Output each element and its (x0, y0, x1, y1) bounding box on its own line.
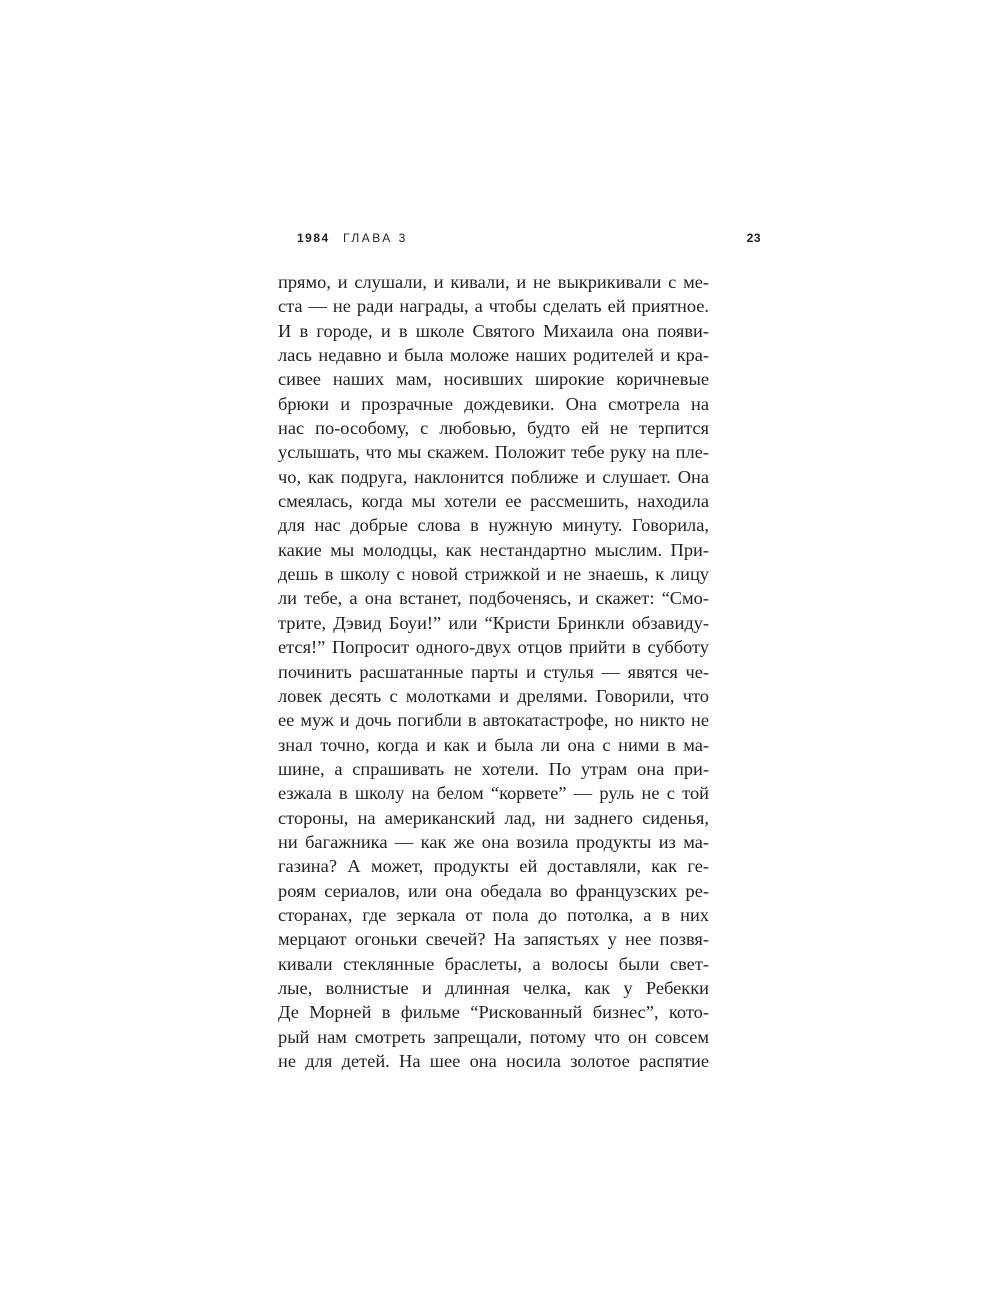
text-line: ли тебе, а она встанет, подбоченясь, и скажет: “Смо- (278, 588, 709, 609)
text-line: ее муж и дочь погибли в автокатастрофе, но никто не (278, 710, 709, 731)
text-line: прямо, и слушали, и кивали, и не выкрикивали с ме- (278, 272, 709, 292)
text-line: сивее наших мам, носивших широкие коричневые (278, 369, 709, 390)
text-line: шине, а спрашивать не хотели. По утрам она при- (278, 758, 709, 779)
text-line: чо, как подруга, наклонится поближе и слушает. Она (278, 466, 709, 487)
text-line: Де Морней в фильме “Рискованный бизнес”, кото- (278, 1002, 709, 1023)
text-line: нас по-особому, с любовью, будто ей не терпится (278, 418, 709, 439)
text-line: стороны, на американский лад, ни заднего сиденья, (278, 807, 709, 828)
page-number: 23 (746, 231, 761, 245)
chapter-label: ГЛАВА 3 (343, 231, 408, 245)
text-line: для нас добрые слова в нужную минуту. Говорила, (278, 515, 709, 536)
text-line: какие мы молодцы, как нестандартно мыслим. При- (278, 539, 709, 560)
text-line: езжала в школу на белом “корвете” — руль не с той (278, 783, 709, 804)
text-line: мерцают огоньки свечей? На запястьях у нее позвя- (278, 929, 709, 950)
body-text (278, 270, 709, 1073)
text-line: лые, волнистые и длинная челка, как у Ребекки (278, 977, 709, 998)
text-line: кивали стеклянные браслеты, а волосы были свет- (278, 953, 709, 974)
text-line: смеялась, когда мы хотели ее рассмешить, находила (278, 491, 709, 512)
text-line: ста — не ради награды, а чтобы сделать ей приятное. (278, 296, 709, 317)
text-line: знал точно, когда и как и была ли она с ними в ма- (278, 734, 709, 755)
text-line: брюки и прозрачные дождевики. Она смотрела на (278, 393, 709, 414)
running-head (297, 231, 761, 247)
text-line: газина? А может, продукты ей доставляли, как ге- (278, 856, 709, 877)
text-line: сторанах, где зеркала от пола до потолка, а в них (278, 904, 709, 925)
text-line: ловек десять с молотками и дрелями. Говорили, что (278, 685, 709, 706)
text-line: услышать, что мы скажем. Положит тебе руку на пле- (278, 442, 709, 463)
text-line: трите, Дэвид Боуи!” или “Кристи Бринкли обзавиду- (278, 612, 709, 633)
text-line: дешь в школу с новой стрижкой и не знаешь, к лицу (278, 564, 709, 585)
text-line: лась недавно и была моложе наших родителей и кра- (278, 345, 709, 366)
text-line: ется!” Попросит одного-двух отцов прийти в субботу (278, 637, 709, 658)
text-line: починить расшатанные парты и стулья — явятся че- (278, 661, 709, 682)
text-line: не для детей. На шее она носила золотое распятие (278, 1051, 709, 1071)
text-line: ни багажника — как же она возила продукты из ма- (278, 831, 709, 852)
text-line: И в городе, и в школе Святого Михаила она появи- (278, 320, 709, 341)
text-line: роям сериалов, или она обедала во французских ре- (278, 880, 709, 901)
book-title: 1984 (297, 231, 330, 245)
text-line: рый нам смотреть запрещали, потому что он совсем (278, 1026, 709, 1047)
